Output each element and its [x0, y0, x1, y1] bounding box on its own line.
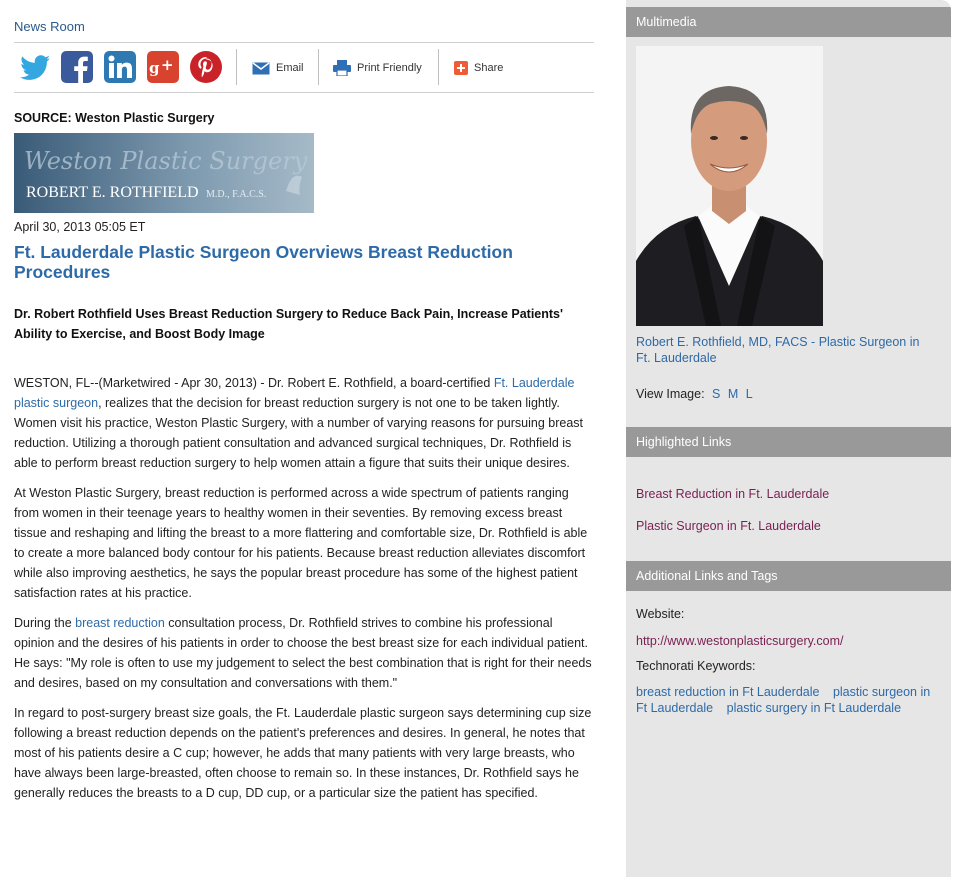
headline: Ft. Lauderdale Plastic Surgeon Overviews Breast Reduction Procedures [14, 242, 513, 282]
google-plus-icon[interactable] [146, 50, 180, 84]
additional-links-heading: Additional Links and Tags [626, 561, 951, 591]
keyword-link[interactable]: breast reduction in Ft Lauderdale [636, 685, 820, 699]
print-label: Print Friendly [357, 62, 422, 74]
facebook-icon[interactable] [60, 50, 94, 84]
share-divider [318, 49, 319, 85]
printer-icon [333, 60, 351, 76]
highlighted-links-heading: Highlighted Links [626, 427, 951, 457]
share-divider [438, 49, 439, 85]
weston-plastic-surgery-logo[interactable] [14, 133, 314, 213]
paragraph: During the breast reduction consultation process, Dr. Rothfield strives to combine his professional opinion and the desires of his patients in order to choose the best breast size for each individual patient. He says: "My role is often to use my judgement to select the best combination that is right for their needs and desires, based on my consultation and conversations with them." [14, 616, 592, 690]
share-divider [236, 49, 237, 85]
linkedin-icon[interactable] [103, 50, 137, 84]
multimedia-heading: Multimedia [626, 7, 951, 37]
print-friendly-button[interactable] [333, 58, 422, 78]
pinterest-icon[interactable] [189, 50, 223, 84]
keyword-list [636, 684, 936, 716]
svg-text:M.D., F.A.C.S.: M.D., F.A.C.S. [206, 189, 267, 200]
view-image-small-link[interactable]: S [712, 387, 721, 401]
view-image-large-link[interactable]: L [745, 387, 753, 401]
view-image-row: View Image: S M L [636, 387, 753, 401]
share-button[interactable] [454, 58, 503, 78]
main-column [14, 0, 594, 877]
breast-reduction-link[interactable]: breast reduction [75, 616, 165, 630]
website-url-link[interactable]: http://www.westonplasticsurgery.com/ [636, 634, 844, 648]
doctor-portrait-photo[interactable] [636, 46, 823, 326]
share-label: Share [474, 62, 504, 74]
news-room-link[interactable]: News Room [14, 19, 85, 34]
email-label: Email [276, 62, 304, 74]
svg-text:g: g [149, 59, 160, 77]
svg-text:ROBERT E. ROTHFIELD: ROBERT E. ROTHFIELD [26, 184, 199, 201]
photo-caption-link[interactable]: Robert E. Rothfield, MD, FACS - Plastic Surgeon in Ft. Lauderdale [636, 335, 920, 365]
envelope-icon [252, 62, 270, 75]
paragraph: In regard to post-surgery breast size goals, the Ft. Lauderdale plastic surgeon says determining cup size following a breast reduction depends on the patient's preferences and desires. In general, he notes that most of his patients desire a C cup; however, he adds that many patients with very large breasts, who have always been large-breasted, often choose to remain so. In these instances, Dr. Rothfield says he generally reduces the breasts to a D cup, DD cup, or a particular size the patient has specified. [14, 706, 592, 800]
technorati-keywords-label: Technorati Keywords: [636, 659, 756, 673]
svg-text:Weston Plastic Surgery: Weston Plastic Surgery [24, 147, 308, 175]
highlighted-link-plastic-surgeon[interactable]: Plastic Surgeon in Ft. Lauderdale [636, 519, 821, 533]
share-bar [14, 42, 594, 93]
website-label: Website: [636, 607, 685, 621]
paragraph: At Weston Plastic Surgery, breast reduction is performed across a wide spectrum of patients ranging from women in their teenage years to healthy women in their seventies. By removing excess breast tissue and reshaping and lifting the breast to a more flattering and comfortable size, Dr. Rothfield is able to create a more balanced body contour for his patients. Because breast reduction alleviates discomfort while also improving aesthetics, he says the popular breast procedure has some of the highest patient satisfaction rates at his practice. [14, 486, 588, 600]
ft-lauderdale-plastic-surgeon-link[interactable]: Ft. Lauderdale plastic surgeon [14, 376, 575, 410]
article-body [14, 373, 594, 813]
email-button[interactable] [252, 58, 304, 78]
highlighted-link-breast-reduction[interactable]: Breast Reduction in Ft. Lauderdale [636, 487, 830, 501]
keyword-link[interactable]: plastic surgery in Ft Lauderdale [726, 701, 902, 715]
paragraph: WESTON, FL--(Marketwired - Apr 30, 2013) - Dr. Robert E. Rothfield, a board-certified Ft. Lauderdale plastic surgeon, realizes that the decision for breast reduction surgery is not one to be taken lightly. Women visit his practice, Weston Plastic Surgery, with a number of varying reasons for pursuing breast reduction. Utilizing a thorough patient consultation and advanced surgical techniques, Dr. Rothfield is able to perform breast reduction surgery to help women attain a figure that suits their unique desires. [14, 376, 583, 470]
view-image-medium-link[interactable]: M [727, 387, 739, 401]
subheadline: Dr. Robert Rothfield Uses Breast Reduction Surgery to Reduce Back Pain, Increase Patients' Ability to Exercise, and Boost Body Image [14, 307, 563, 341]
source-line: SOURCE: Weston Plastic Surgery [14, 111, 215, 125]
publish-date: April 30, 2013 05:05 ET [14, 220, 146, 234]
plus-icon [454, 61, 468, 75]
svg-text:+: + [161, 56, 174, 74]
sidebar [626, 0, 951, 877]
keyword-link[interactable]: plastic surgeon in Ft Lauderdale [636, 685, 931, 715]
twitter-icon[interactable] [18, 50, 52, 84]
